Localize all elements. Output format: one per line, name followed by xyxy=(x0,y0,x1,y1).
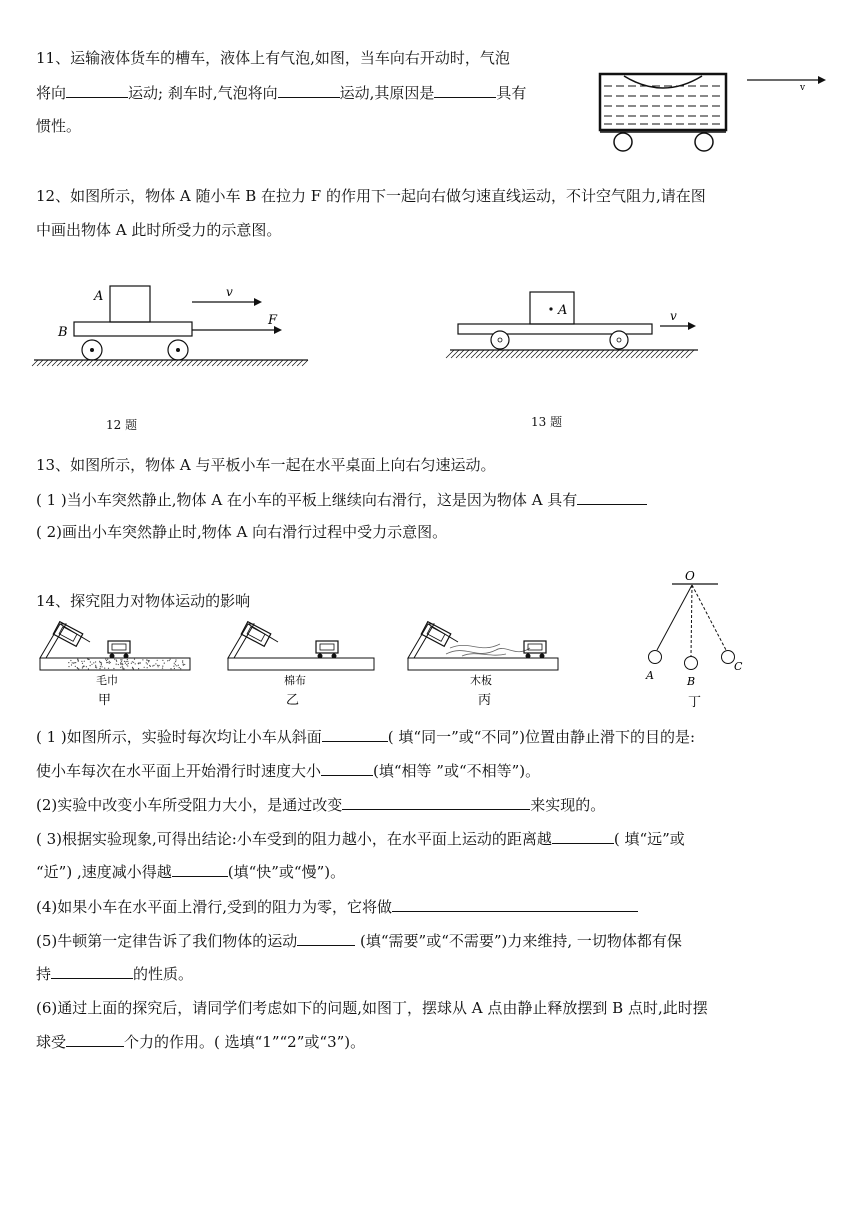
cart-B xyxy=(74,322,192,336)
q14-part1-line1 xyxy=(36,726,695,747)
tank-body xyxy=(600,74,726,130)
q14-blank-3[interactable] xyxy=(342,794,530,810)
q11-text-c: 运动,其原因是 xyxy=(339,84,435,102)
q13-blank-1[interactable] xyxy=(577,489,647,505)
q11-blank-3[interactable] xyxy=(434,82,496,98)
block-A xyxy=(110,286,150,322)
label-v: v xyxy=(670,309,677,323)
q14-p3-text-c: “近”) ,速度减小得越 xyxy=(36,863,172,881)
q14-blank-9[interactable] xyxy=(66,1031,124,1047)
q11-blank-1[interactable] xyxy=(66,82,128,98)
q11-text-a: 将向 xyxy=(36,84,67,102)
label-jia: 甲 xyxy=(98,693,112,708)
velocity-label: v xyxy=(800,83,806,93)
figure-bing xyxy=(406,614,566,714)
q14-p6-text-b: 球受 xyxy=(36,1033,67,1051)
ball-C xyxy=(722,651,735,664)
q11-text-d: 具有 xyxy=(496,84,527,102)
q14-p2-text-b: 来实现的。 xyxy=(530,796,606,814)
q13-caption: 13 题 xyxy=(531,415,563,429)
q14-blank-5[interactable] xyxy=(172,861,228,877)
q14-blank-1[interactable] xyxy=(322,726,388,742)
label-F: F xyxy=(268,313,278,328)
q11-line3: 惯性。 xyxy=(36,117,82,135)
q14-part6-line1: (6)通过上面的探究后，请同学们考虑如下的问题,如图丁，摆球从 A 点由静止释放摆到 B 点时,此时摆 xyxy=(36,999,708,1017)
label-v: v xyxy=(226,285,233,299)
ball-B xyxy=(685,657,698,670)
q11-line1: 11、运输液体货车的槽车，液体上有气泡,如图，当车向右开动时，气泡 xyxy=(36,49,510,67)
wheel-right xyxy=(695,133,713,151)
q14-p4-text: (4)如果小车在水平面上滑行,受到的阻力为零，它将做 xyxy=(36,898,393,916)
q14-p1-text-b: ( 填“同一”或“不同”)位置由静止滑下的目的是: xyxy=(387,728,695,746)
q14-p3-text-a: ( 3)根据实验现象,可得出结论:小车受到的阻力越小，在水平面上运动的距离越 xyxy=(36,830,552,848)
label-yi: 乙 xyxy=(286,693,300,708)
q14-p2-text-a: (2)实验中改变小车所受阻力大小，是通过改变 xyxy=(36,796,343,814)
q14-part5-line2 xyxy=(36,963,193,984)
string-C xyxy=(692,585,726,650)
label-B: B xyxy=(58,325,68,340)
label-bing: 丙 xyxy=(478,693,492,708)
q14-title: 14、探究阻力对物体运动的影响 xyxy=(36,592,251,610)
q14-p5-text-c: 持 xyxy=(36,965,52,983)
q14-part1-line2 xyxy=(36,760,540,781)
q13-figure xyxy=(448,286,718,376)
q14-p5-text-a: (5)牛顿第一定律告诉了我们物体的运动 xyxy=(36,932,298,950)
q14-part4 xyxy=(36,896,638,917)
q12-caption: 12 题 xyxy=(106,418,138,432)
q12-figure xyxy=(30,280,320,380)
q11-tanker-figure xyxy=(590,60,830,160)
q12-line1: 12、如图所示，物体 A 随小车 B 在拉力 F 的作用下一起向右做匀速直线运动，不计空气阻力,请在图 xyxy=(36,187,706,205)
q14-blank-4[interactable] xyxy=(552,828,614,844)
wheel-left xyxy=(614,133,632,151)
string-A xyxy=(657,585,692,650)
q11-text-b: 运动; 刹车时,气泡将向 xyxy=(128,84,278,102)
q14-part3-line2 xyxy=(36,861,345,882)
q11-line2 xyxy=(36,82,526,103)
q14-blank-7[interactable] xyxy=(297,930,355,946)
q13-part1-text: ( 1 )当小车突然静止,物体 A 在小车的平板上继续向右滑行，这是因为物体 A 具有 xyxy=(36,491,578,509)
q13-line1: 13、如图所示，物体 A 与平板小车一起在水平桌面上向右匀速运动。 xyxy=(36,456,496,474)
q14-p1-text-c: 使小车每次在水平面上开始滑行时速度大小 xyxy=(36,762,322,780)
q14-part5-line1 xyxy=(36,930,682,951)
q14-part6-line2 xyxy=(36,1031,365,1052)
figure-yi xyxy=(228,622,374,708)
label-C: C xyxy=(734,660,743,673)
q14-p6-text-c: 个力的作用。( 选填“1”“2”或“3”)。 xyxy=(124,1033,366,1051)
label-O: O xyxy=(685,569,695,583)
q12-line2: 中画出物体 A 此时所受力的示意图。 xyxy=(36,221,282,239)
ball-A xyxy=(649,651,662,664)
label-towel: 毛巾 xyxy=(96,674,118,687)
q11-blank-2[interactable] xyxy=(278,82,340,98)
q14-experiment-figures xyxy=(38,614,398,714)
q13-part1 xyxy=(36,489,647,510)
q14-p1-text-d: (填“相等 ”或“不相等”)。 xyxy=(373,762,541,780)
q13-part2: ( 2)画出小车突然静止时,物体 A 向右滑行过程中受力示意图。 xyxy=(36,523,448,541)
q14-p3-text-d: (填“快”或“慢”)。 xyxy=(227,863,346,881)
label-A: A xyxy=(646,669,654,682)
string-B xyxy=(691,585,692,656)
q14-p5-text-d: 的性质。 xyxy=(133,965,194,983)
q14-p5-text-b: (填“需要”或“不需要”)力来维持, 一切物体都有保 xyxy=(355,932,682,950)
label-B: B xyxy=(687,675,696,688)
q14-blank-8[interactable] xyxy=(51,963,133,979)
q14-p3-text-b: ( 填“远”或 xyxy=(613,830,685,848)
q14-part3-line1 xyxy=(36,828,685,849)
q14-blank-2[interactable] xyxy=(321,760,373,776)
figure-jia xyxy=(40,622,190,708)
label-A: A xyxy=(94,289,104,304)
q14-p1-text-a: ( 1 )如图所示，实验时每次均让小车从斜面 xyxy=(36,728,322,746)
q14-part2 xyxy=(36,794,605,815)
label-board: 木板 xyxy=(470,674,492,687)
label-A: A xyxy=(558,303,568,318)
label-ding: 丁 xyxy=(688,695,702,710)
figure-ding-pendulum xyxy=(636,566,756,716)
q14-blank-6[interactable] xyxy=(392,896,638,912)
label-cotton: 棉布 xyxy=(284,674,306,687)
